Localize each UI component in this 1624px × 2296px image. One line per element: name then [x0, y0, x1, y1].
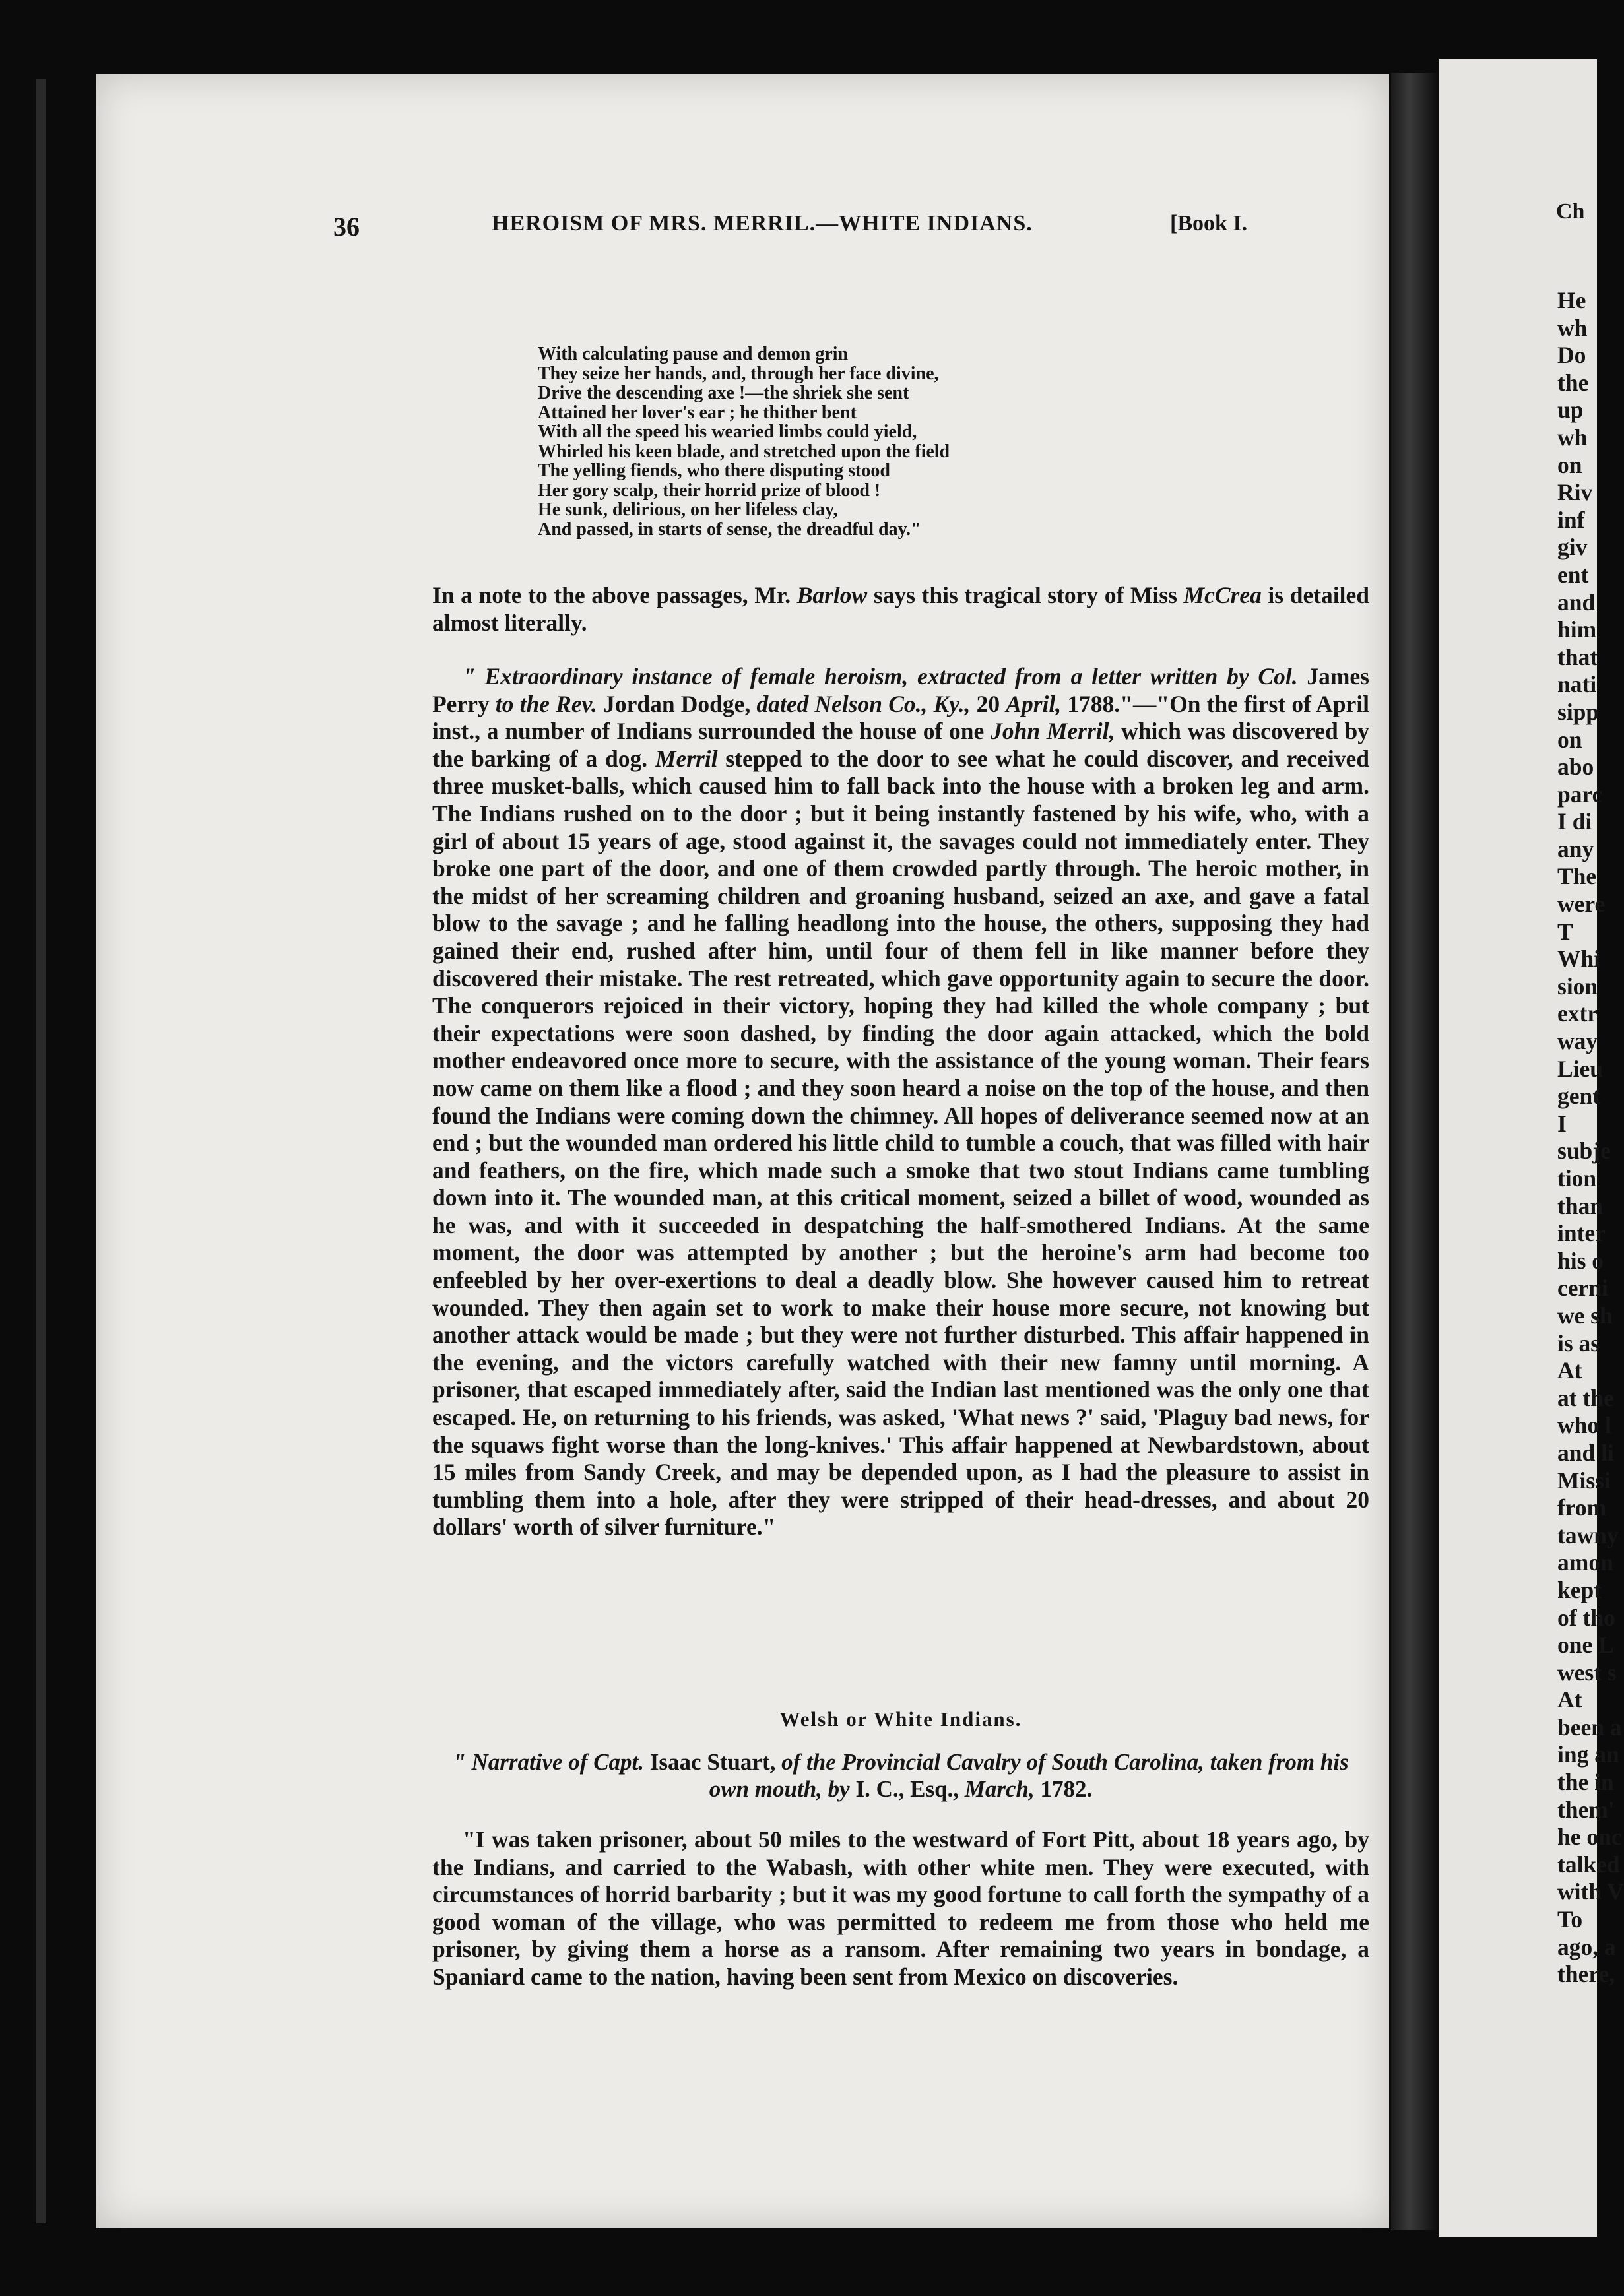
- page-header: [96, 211, 1389, 251]
- book-spine: [1391, 73, 1437, 2230]
- next-page-line: that: [1557, 643, 1598, 670]
- narrative-title: [432, 1748, 1369, 1802]
- next-page-line: wh: [1557, 424, 1588, 451]
- running-head: HEROISM OF MRS. MERRIL.—WHITE INDIANS.: [492, 211, 1033, 236]
- letter-name: Merril: [655, 745, 718, 772]
- next-page-line: talked: [1557, 1851, 1620, 1878]
- next-page-line: ent: [1557, 561, 1589, 588]
- next-page-line: parc: [1557, 781, 1603, 808]
- next-page-line: ing an: [1557, 1741, 1619, 1768]
- note-paragraph: [432, 582, 1369, 637]
- narrative-title-part: " Narrative of Capt.: [453, 1749, 645, 1775]
- next-page-line: I: [1557, 1110, 1567, 1137]
- next-page-line: inter: [1557, 1220, 1606, 1247]
- poem-line: With calculating pause and demon grin: [538, 344, 849, 364]
- letter-text: James Perry: [432, 663, 1369, 717]
- next-page-line: the: [1557, 369, 1589, 396]
- poem-line: Her gory scalp, their horrid prize of blood !: [538, 480, 881, 501]
- poem-line: The yelling fiends, who there disputing stood: [538, 461, 890, 481]
- next-page-line: tion: [1557, 1165, 1597, 1192]
- next-page-line: Whi: [1557, 945, 1601, 973]
- poem-line: He sunk, delirious, on her lifeless clay,: [538, 499, 838, 520]
- next-page-line: the in: [1557, 1769, 1614, 1796]
- next-page-line: one L: [1557, 1632, 1614, 1659]
- next-page-line: T: [1557, 918, 1573, 945]
- letter-text: 20: [970, 690, 1006, 717]
- next-page-line: I di: [1557, 808, 1592, 835]
- next-page-line: any: [1557, 835, 1594, 862]
- book-page: [96, 74, 1389, 2228]
- next-page-line: him: [1557, 616, 1597, 643]
- letter-title: dated Nelson Co., Ky.,: [756, 690, 971, 717]
- next-page-line: sipp: [1557, 698, 1600, 725]
- letter-text: Jordan Dodge,: [597, 690, 757, 717]
- poem-line: Attained her lover's ear ; he thither bent: [538, 402, 857, 423]
- next-page-header: Ch: [1556, 199, 1585, 224]
- next-page-line: on: [1557, 726, 1582, 753]
- note-name-barlow: Barlow: [796, 582, 868, 608]
- narrative-title-part: of the Provincial Cavalry of South Carolina, taken from his own mouth, by: [709, 1749, 1349, 1802]
- next-page-line: extr: [1557, 1000, 1598, 1027]
- next-page-line: were: [1557, 891, 1606, 918]
- book-marker: [Book I.: [1170, 211, 1248, 236]
- narrative-title-part: March,: [964, 1776, 1035, 1802]
- next-page-line: tawny: [1557, 1521, 1619, 1548]
- next-page-line: on: [1557, 451, 1582, 478]
- next-page-line: giv: [1557, 534, 1588, 561]
- next-page-line: from: [1557, 1494, 1607, 1521]
- letter-paragraph: [432, 663, 1369, 1541]
- narrative-text: "I was taken prisoner, about 50 miles to the westward of Fort Pitt, about 18 years ago, by the Indians, and carried to the Wabash, with other white men. They were executed, with circumstances of horrid barbarity ; but it was my good fortune to call forth the sympathy of a good woman of the village, who was permitted to redeem me from those who held me prisoner, by giving them a horse as a ransom. After remaining two years in bondage, a Spaniard came to the nation, having been sent from Mexico on discoveries.: [432, 1826, 1369, 1990]
- next-page-line: abo: [1557, 753, 1594, 781]
- note-text: In a note to the above passages, Mr.: [432, 582, 797, 608]
- next-page-line: gent: [1557, 1083, 1601, 1110]
- next-page-line: Missi: [1557, 1467, 1611, 1494]
- letter-title: " Extraordinary instance of female heroism, extracted from a letter written by Col.: [463, 663, 1298, 689]
- next-page-line: inf: [1557, 506, 1585, 533]
- next-page-line: been a: [1557, 1713, 1622, 1740]
- letter-name: John Merril,: [991, 718, 1115, 745]
- next-page-line: of tho: [1557, 1604, 1615, 1631]
- next-page-lines: [1439, 287, 1624, 1989]
- book-edge-left: [36, 79, 46, 2223]
- next-page-line: is as: [1557, 1329, 1600, 1356]
- narrative-paragraph: [432, 1826, 1369, 1991]
- next-page-line: way: [1557, 1028, 1598, 1055]
- next-page-line: west s: [1557, 1659, 1617, 1686]
- next-page-line: wh: [1557, 314, 1588, 341]
- note-name-mccrea: McCrea: [1183, 582, 1262, 608]
- next-page-line: At: [1557, 1686, 1582, 1713]
- next-page-line: at the: [1557, 1384, 1614, 1411]
- poem-block: [538, 344, 1297, 539]
- letter-text: which was discovered by the barking of a dog.: [432, 718, 1369, 772]
- next-page-line: He: [1557, 287, 1586, 313]
- page-number: 36: [333, 212, 360, 241]
- poem-line: Whirled his keen blade, and stretched upon the field: [538, 441, 950, 462]
- next-page-line: them': [1557, 1796, 1615, 1823]
- next-page-line: kept: [1557, 1576, 1602, 1603]
- next-page-line: he onc: [1557, 1824, 1622, 1851]
- letter-text: stepped to the door to see what he could discover, and received three musket-balls, which caused him to fall back into the house with a broken leg and arm. The Indians rushed on to the door ; but it being instantly fastened by his wife, who, with a girl of about 15 years of age, stood against it, the savages could not immediately enter. They broke one part of the door, and one of them crowded partly through. The heroic mother, in the midst of her screaming children and groaning husband, seized an axe, and gave a fatal blow to the savage ; and he falling headlong into the house, the others, supposing they had gained their end, rushed after him, until four of them fell in like manner before they discovered their mistake. The rest retreated, which gave opportunity again to secure the door. The conquerors rejoiced in their victory, hoping they had killed the whole company ; but their expectations were soon dashed, by finding the door again attacked, which the bold mother endeavored once more to secure, with the assistance of the young woman. Their fears now came on them like a flood ; and they soon heard a noise on the top of the house, and then found the Indians were coming down the chimney. All hopes of deliverance seemed now at an end ; but the wounded man ordered his little child to tumble a couch, that was filled with hair and feathers, on the fire, which made such a smoke that two stout Indians came tumbling down into it. The wounded man, at this critical moment, seized a billet of wood, wounded as he was, and with it succeeded in despatching the half-smothered Indians. At the same moment, the door was attempted by another ; but the heroine's arm had become too enfeebled by her over-exertions to deal a deadly blow. She however caused him to retreat wounded. They then again set to work to make their house more secure, not knowing but another attack would be made ; but they were not further disturbed. This affair happened in the evening, and the victors carefully watched with their new famny until morning. A prisoner, that escaped immediately after, said the Indian last mentioned was the only one that escaped. He, on returning to his friends, was asked, 'What news ?' said, 'Plaguy bad news, for the squaws fight worse than the long-knives.' This affair happened at Newbardstown, about 15 miles from Sandy Creek, and may be depended upon, as I had the pleasure to assist in tumbling them into a hole, after they were stripped of their head-dresses, and about 20 dollars' worth of silver furniture.": [432, 745, 1369, 1541]
- narrative-title-part: 1782.: [1034, 1776, 1093, 1802]
- next-page-fragment: [1439, 59, 1624, 2237]
- next-page-line: nati: [1557, 671, 1597, 698]
- poem-line: Drive the descending axe !—the shriek she sent: [538, 383, 909, 403]
- next-page-line: his o: [1557, 1247, 1604, 1274]
- next-page-line: with V: [1557, 1878, 1624, 1905]
- next-page-line: amon: [1557, 1549, 1613, 1576]
- next-page-line: than: [1557, 1192, 1604, 1219]
- next-page-line: up: [1557, 397, 1584, 424]
- next-page-line: there,: [1557, 1961, 1615, 1988]
- narrative-title-part: Isaac Stuart,: [644, 1749, 782, 1775]
- next-page-line: subje: [1557, 1137, 1611, 1164]
- section-heading: Welsh or White Indians.: [779, 1707, 1022, 1731]
- next-page-line: Lieu: [1557, 1055, 1604, 1082]
- next-page-line: sion: [1557, 973, 1598, 1000]
- next-page-line: Do: [1557, 342, 1586, 369]
- note-text: says this tragical story of Miss: [867, 582, 1184, 608]
- next-page-line: Riv: [1557, 479, 1593, 506]
- letter-text: 1788."—"On the first of April inst., a number of Indians surrounded the house of one: [432, 690, 1369, 745]
- next-page-line: and li: [1557, 1439, 1614, 1466]
- next-page-line: and: [1557, 589, 1596, 616]
- poem-line: With all the speed his wearied limbs could yield,: [538, 422, 917, 442]
- note-text: is detailed almost literally.: [432, 582, 1369, 636]
- next-page-line: The: [1557, 863, 1597, 890]
- next-page-line: ago, a: [1557, 1933, 1616, 1960]
- letter-title: to the Rev.: [495, 690, 597, 717]
- next-page-line: To: [1557, 1906, 1583, 1933]
- next-page-line: we sh: [1557, 1302, 1613, 1329]
- poem-line: They seize her hands, and, through her face divine,: [538, 363, 939, 384]
- poem-line: And passed, in starts of sense, the dreadful day.": [538, 519, 921, 540]
- narrative-title-part: I. C., Esq.,: [849, 1776, 965, 1802]
- next-page-line: At: [1557, 1357, 1582, 1384]
- next-page-line: cerni: [1557, 1275, 1608, 1302]
- letter-title: April,: [1006, 690, 1062, 717]
- next-page-line: who l: [1557, 1412, 1611, 1439]
